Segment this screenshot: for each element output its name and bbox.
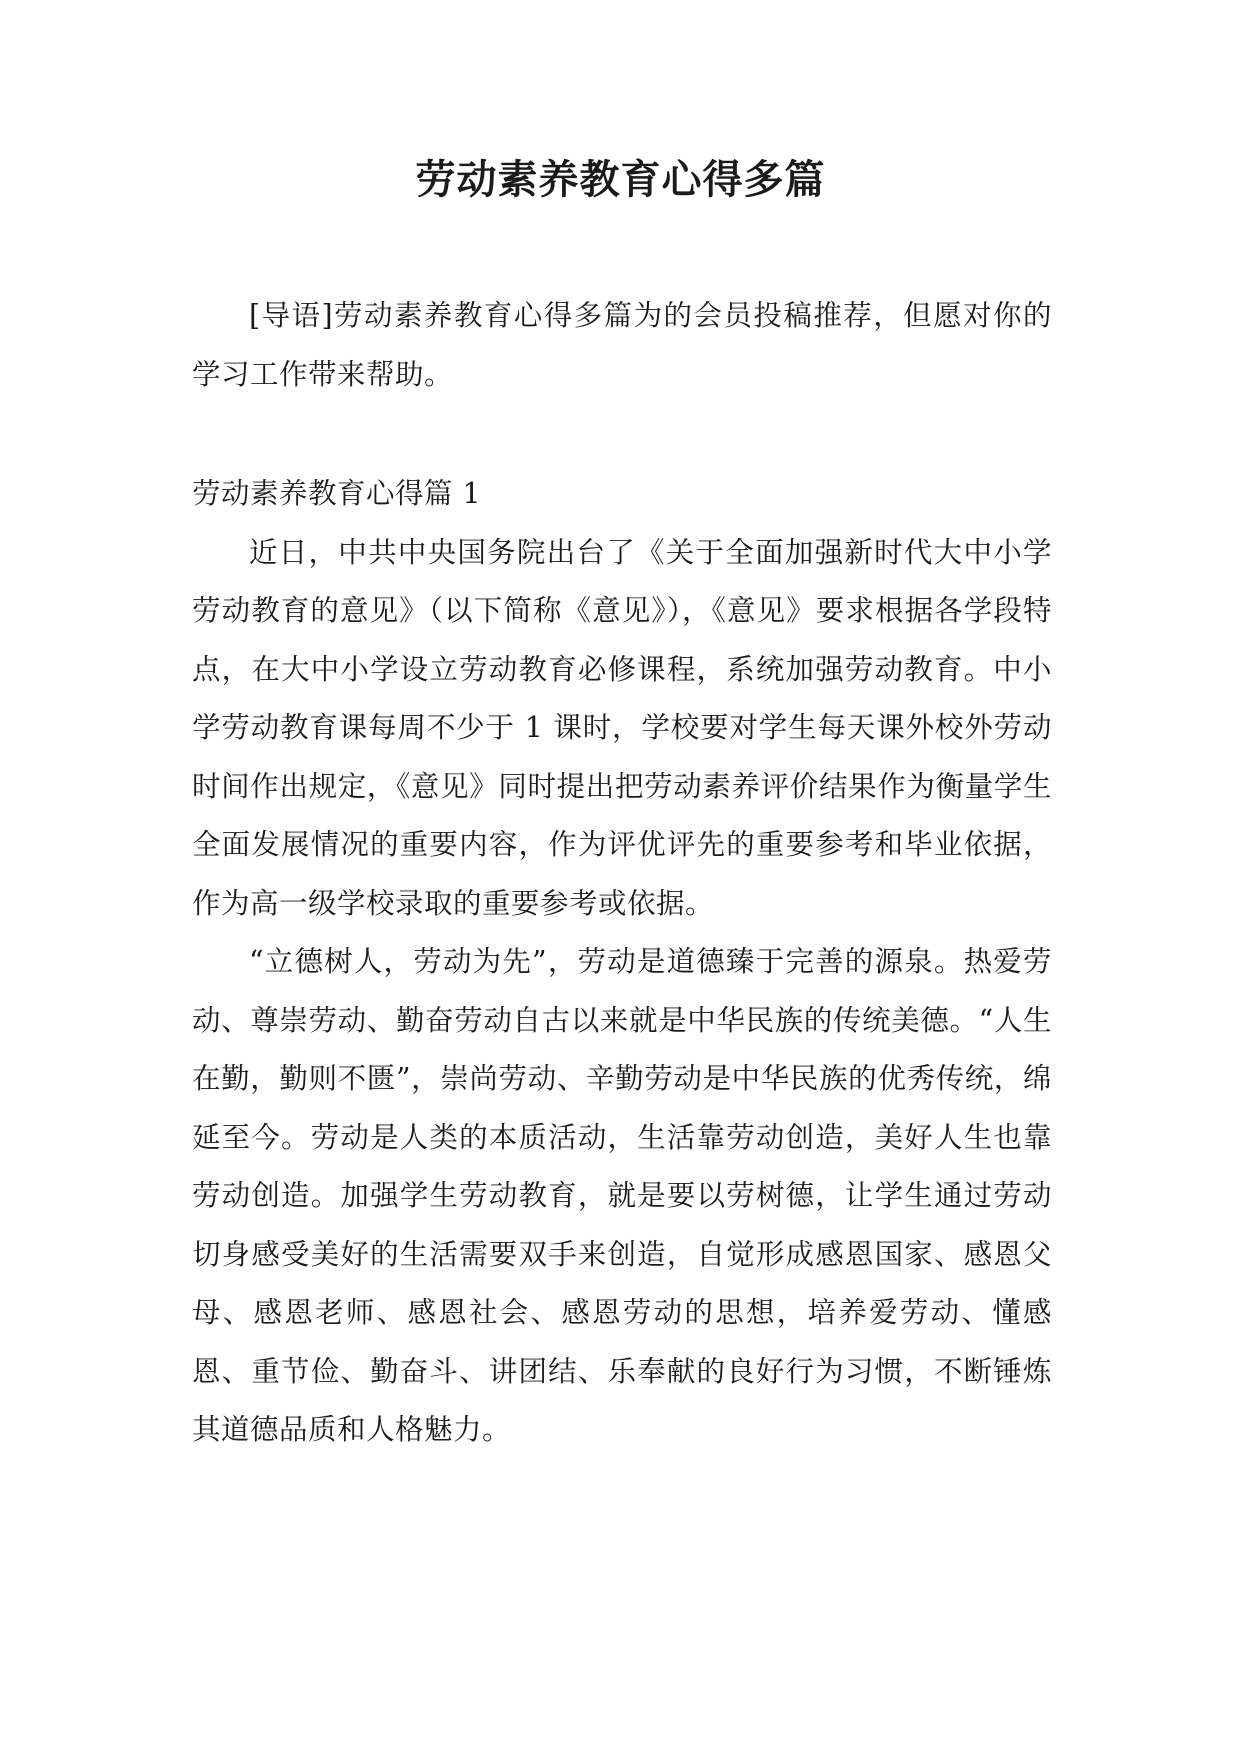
section-1 [192,465,1052,1460]
intro-block [192,287,1052,404]
document-title: 劳动素养教育心得多篇 [415,157,826,203]
intro-paragraph: [导语]劳动素养教育心得多篇为的会员投稿推荐，但愿对你的学习工作带来帮助。 [192,299,1052,391]
body-paragraph: 近日，中共中央国务院出台了《关于全面加强新时代大中小学劳动教育的意见》（以下简称《意见》），《意见》要求根据各学段特点，在大中小学设立劳动教育必修课程，系统加强劳动教育。中小学劳动教育课每周不少于 1 课时，学校要对学生每天课外校外劳动时间作出规定，《意见》同时提出把劳动素养评价结果作为衡量学生全面发展情况的重要内容，作为评优评先的重要参考和毕业依据，作为高一级学校录取的重要参考或依据。 [192,535,1052,920]
body-paragraph: “立德树人，劳动为先”，劳动是道德臻于完善的源泉。热爱劳动、尊崇劳动、勤奋劳动自古以来就是中华民族的传统美德。“人生在勤，勤则不匮”，崇尚劳动、辛勤劳动是中华民族的优秀传统，绵延至今。劳动是人类的本质活动，生活靠劳动创造，美好人生也靠劳动创造。加强学生劳动教育，就是要以劳树德，让学生通过劳动切身感受美好的生活需要双手来创造，自觉形成感恩国家、感恩父母、感恩老师、感恩社会、感恩劳动的思想，培养爱劳动、懂感恩、重节俭、勤奋斗、讲团结、乐奉献的良好行为习惯，不断锤炼其道德品质和人格魅力。 [192,945,1052,1446]
section-heading: 劳动素养教育心得篇 1 [192,477,482,510]
